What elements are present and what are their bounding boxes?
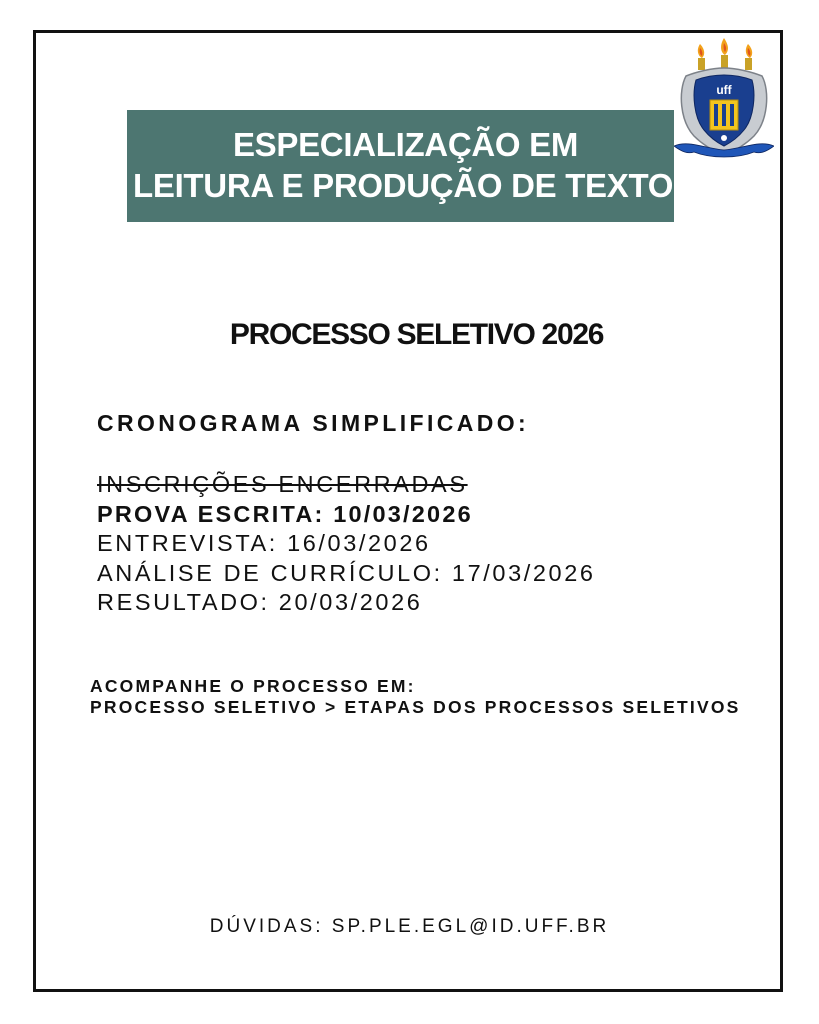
schedule-item-result: RESULTADO: 20/03/2026 <box>97 589 423 615</box>
schedule-heading: CRONOGRAMA SIMPLIFICADO: <box>97 410 530 436</box>
svg-text:uff: uff <box>716 83 732 97</box>
schedule-list <box>97 470 596 618</box>
schedule-item-cv-analysis: ANÁLISE DE CURRÍCULO: 17/03/2026 <box>97 559 596 586</box>
schedule-item-registration: INSCRIÇÕES ENCERRADAS <box>97 471 468 497</box>
banner-line-2: LEITURA E PRODUÇÃO DE TEXTOS <box>133 167 695 204</box>
schedule-item-written-exam: PROVA ESCRITA: 10/03/2026 <box>97 500 473 527</box>
uff-coat-of-arms-icon <box>674 36 774 164</box>
page-title: PROCESSO SELETIVO 2026 <box>229 318 604 351</box>
course-banner <box>127 110 695 222</box>
follow-line-2: PROCESSO SELETIVO > ETAPAS DOS PROCESSOS SELETIVOS <box>90 697 741 717</box>
banner-line-1: ESPECIALIZAÇÃO EM <box>232 126 579 163</box>
schedule-item-interview: ENTREVISTA: 16/03/2026 <box>97 530 431 556</box>
follow-line-1: ACOMPANHE O PROCESSO EM: <box>90 676 416 696</box>
contact-email: DÚVIDAS: SP.PLE.EGL@ID.UFF.BR <box>209 916 610 937</box>
follow-instructions <box>90 676 741 718</box>
